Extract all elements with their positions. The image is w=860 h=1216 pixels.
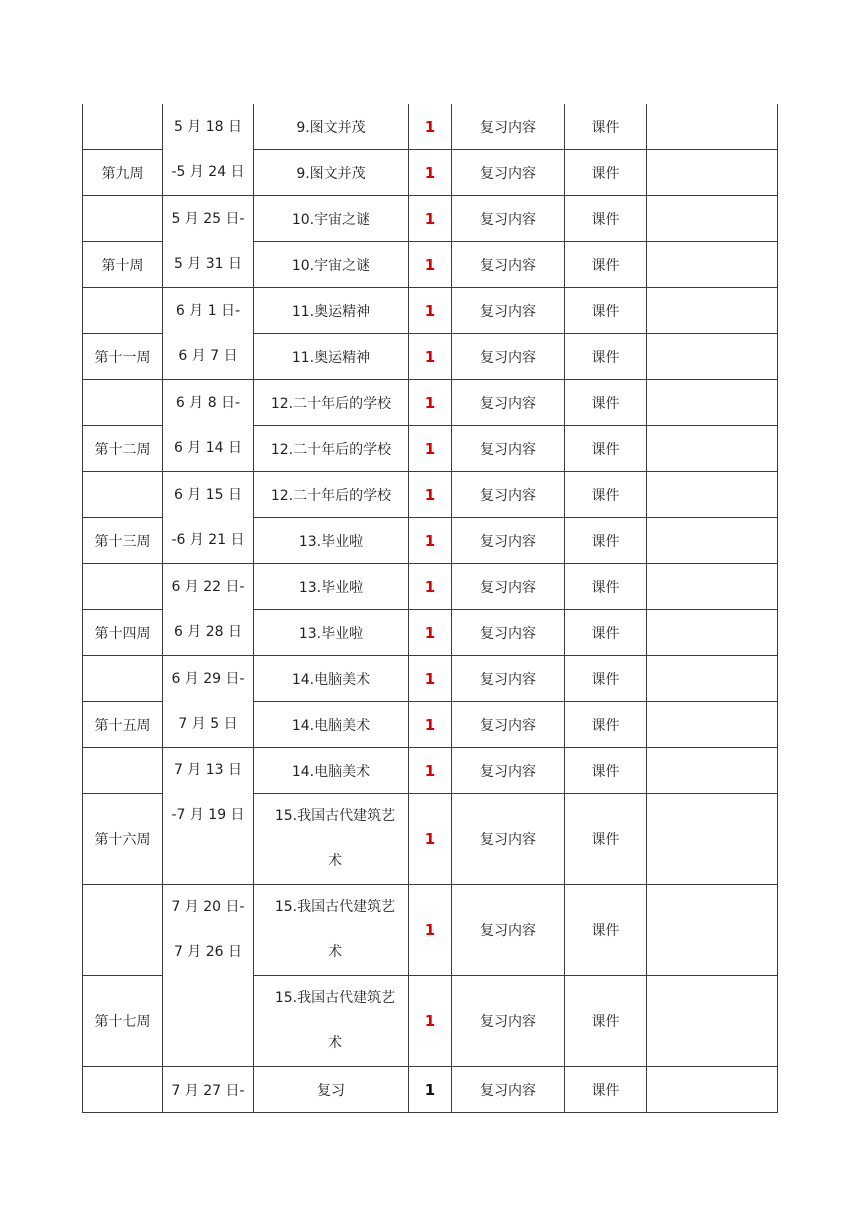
date-line: 5 月 31 日 — [173, 255, 243, 272]
week-cell-empty — [83, 656, 163, 702]
week-cell-empty — [83, 288, 163, 334]
content-cell: 复习内容 — [452, 518, 565, 564]
content-cell: 复习内容 — [452, 242, 565, 288]
note-cell — [647, 472, 778, 518]
note-cell — [647, 380, 778, 426]
form-cell: 课件 — [565, 104, 647, 150]
note-cell — [647, 426, 778, 472]
week-cell-empty — [83, 472, 163, 518]
week-cell-empty — [83, 196, 163, 242]
note-cell — [647, 702, 778, 748]
week-cell-empty — [83, 104, 163, 150]
hours-cell: 1 — [409, 885, 452, 976]
date-line: 7 月 13 日 — [173, 762, 243, 778]
lesson-cell — [254, 794, 409, 885]
date-cell — [163, 472, 254, 564]
week-cell-empty — [83, 1067, 163, 1113]
date-line: 6 月 14 日 — [173, 439, 243, 456]
table-row — [83, 196, 778, 242]
week-cell: 第九周 — [83, 150, 163, 196]
content-cell: 复习内容 — [452, 472, 565, 518]
hours-cell: 1 — [409, 702, 452, 748]
table-row — [83, 656, 778, 702]
hours-cell: 1 — [409, 656, 452, 702]
form-cell: 课件 — [565, 702, 647, 748]
date-cell: 7 月 27 日- — [163, 1067, 254, 1113]
table-row — [83, 380, 778, 426]
hours-cell: 1 — [409, 976, 452, 1067]
date-line: 6 月 1 日- — [175, 302, 241, 319]
hours-cell: 1 — [409, 794, 452, 885]
week-cell: 第十周 — [83, 242, 163, 288]
week-cell-empty — [83, 564, 163, 610]
form-cell: 课件 — [565, 976, 647, 1067]
date-cell — [163, 104, 254, 196]
table-row — [83, 288, 778, 334]
form-cell: 课件 — [565, 150, 647, 196]
week-cell-empty — [83, 885, 163, 976]
lesson-line: 15.我国古代建筑艺 — [274, 808, 396, 824]
date-line: 5 月 25 日- — [171, 210, 245, 227]
lesson-line: 术 — [328, 944, 342, 960]
week-cell: 第十七周 — [83, 976, 163, 1067]
week-cell: 第十六周 — [83, 794, 163, 885]
hours-cell: 1 — [409, 380, 452, 426]
lesson-line: 15.我国古代建筑艺 — [274, 899, 396, 915]
content-cell: 复习内容 — [452, 1067, 565, 1113]
form-cell: 课件 — [565, 748, 647, 794]
note-cell — [647, 288, 778, 334]
note-cell — [647, 196, 778, 242]
form-cell: 课件 — [565, 196, 647, 242]
form-cell: 课件 — [565, 242, 647, 288]
content-cell: 复习内容 — [452, 748, 565, 794]
lesson-cell: 12.二十年后的学校 — [254, 472, 409, 518]
content-cell: 复习内容 — [452, 380, 565, 426]
form-cell: 课件 — [565, 472, 647, 518]
content-cell: 复习内容 — [452, 885, 565, 976]
week-cell: 第十二周 — [83, 426, 163, 472]
note-cell — [647, 794, 778, 885]
hours-cell: 1 — [409, 518, 452, 564]
week-cell: 第十五周 — [83, 702, 163, 748]
lesson-cell — [254, 885, 409, 976]
content-cell: 复习内容 — [452, 288, 565, 334]
table-row — [83, 564, 778, 610]
date-line: 6 月 7 日 — [178, 347, 238, 364]
form-cell: 课件 — [565, 885, 647, 976]
date-line: 6 月 29 日- — [171, 670, 245, 687]
content-cell: 复习内容 — [452, 150, 565, 196]
hours-cell: 1 — [409, 610, 452, 656]
week-cell-empty — [83, 380, 163, 426]
date-cell — [163, 196, 254, 288]
note-cell — [647, 564, 778, 610]
date-line: 6 月 22 日- — [171, 578, 245, 595]
lesson-cell: 9.图文并茂 — [254, 150, 409, 196]
lesson-line: 术 — [328, 1035, 342, 1051]
hours-cell: 1 — [409, 1067, 452, 1113]
lesson-cell: 14.电脑美术 — [254, 702, 409, 748]
content-cell: 复习内容 — [452, 976, 565, 1067]
table-row — [83, 748, 778, 794]
form-cell: 课件 — [565, 564, 647, 610]
form-cell: 课件 — [565, 656, 647, 702]
hours-cell: 1 — [409, 242, 452, 288]
form-cell: 课件 — [565, 380, 647, 426]
date-cell — [163, 748, 254, 885]
lesson-cell: 11.奥运精神 — [254, 334, 409, 380]
hours-cell: 1 — [409, 334, 452, 380]
date-cell — [163, 656, 254, 748]
content-cell: 复习内容 — [452, 794, 565, 885]
note-cell — [647, 976, 778, 1067]
lesson-cell: 10.宇宙之谜 — [254, 196, 409, 242]
form-cell: 课件 — [565, 610, 647, 656]
hours-cell: 1 — [409, 426, 452, 472]
content-cell: 复习内容 — [452, 656, 565, 702]
date-cell — [163, 564, 254, 656]
hours-cell: 1 — [409, 748, 452, 794]
lesson-line: 15.我国古代建筑艺 — [274, 990, 396, 1006]
schedule-table — [82, 104, 778, 1113]
content-cell: 复习内容 — [452, 564, 565, 610]
date-line: 6 月 8 日- — [175, 394, 241, 411]
content-cell: 复习内容 — [452, 104, 565, 150]
date-line: 7 月 5 日 — [178, 715, 238, 732]
form-cell: 课件 — [565, 518, 647, 564]
form-cell: 课件 — [565, 426, 647, 472]
note-cell — [647, 242, 778, 288]
note-cell — [647, 1067, 778, 1113]
form-cell: 课件 — [565, 334, 647, 380]
content-cell: 复习内容 — [452, 610, 565, 656]
note-cell — [647, 150, 778, 196]
content-cell: 复习内容 — [452, 702, 565, 748]
table-row — [83, 885, 778, 976]
hours-cell: 1 — [409, 288, 452, 334]
date-line: 7 月 20 日- — [171, 899, 245, 915]
date-line: 7 月 26 日 — [173, 944, 243, 960]
lesson-cell: 13.毕业啦 — [254, 564, 409, 610]
lesson-cell: 复习 — [254, 1067, 409, 1113]
date-line: -6 月 21 日 — [171, 531, 245, 548]
date-cell — [163, 885, 254, 1067]
lesson-cell — [254, 976, 409, 1067]
hours-cell: 1 — [409, 564, 452, 610]
lesson-line: 术 — [328, 853, 342, 869]
date-line: -7 月 19 日 — [171, 807, 245, 823]
lesson-cell: 14.电脑美术 — [254, 656, 409, 702]
note-cell — [647, 656, 778, 702]
date-cell — [163, 288, 254, 380]
content-cell: 复习内容 — [452, 334, 565, 380]
table-row — [83, 1067, 778, 1113]
lesson-cell: 13.毕业啦 — [254, 518, 409, 564]
note-cell — [647, 104, 778, 150]
hours-cell: 1 — [409, 472, 452, 518]
hours-cell: 1 — [409, 104, 452, 150]
date-line: 6 月 28 日 — [173, 623, 243, 640]
lesson-cell: 9.图文并茂 — [254, 104, 409, 150]
form-cell: 课件 — [565, 288, 647, 334]
content-cell: 复习内容 — [452, 426, 565, 472]
lesson-cell: 12.二十年后的学校 — [254, 380, 409, 426]
note-cell — [647, 334, 778, 380]
lesson-cell: 14.电脑美术 — [254, 748, 409, 794]
week-cell: 第十一周 — [83, 334, 163, 380]
date-line: -5 月 24 日 — [171, 163, 245, 180]
note-cell — [647, 610, 778, 656]
week-cell: 第十四周 — [83, 610, 163, 656]
week-cell-empty — [83, 748, 163, 794]
date-line: 6 月 15 日 — [173, 486, 243, 503]
hours-cell: 1 — [409, 196, 452, 242]
hours-cell: 1 — [409, 150, 452, 196]
lesson-cell: 11.奥运精神 — [254, 288, 409, 334]
date-cell — [163, 380, 254, 472]
form-cell: 课件 — [565, 1067, 647, 1113]
note-cell — [647, 518, 778, 564]
content-cell: 复习内容 — [452, 196, 565, 242]
note-cell — [647, 748, 778, 794]
week-cell: 第十三周 — [83, 518, 163, 564]
form-cell: 课件 — [565, 794, 647, 885]
note-cell — [647, 885, 778, 976]
table-row — [83, 472, 778, 518]
lesson-cell: 12.二十年后的学校 — [254, 426, 409, 472]
date-line: 5 月 18 日 — [173, 118, 243, 135]
table-row — [83, 104, 778, 150]
lesson-cell: 10.宇宙之谜 — [254, 242, 409, 288]
lesson-cell: 13.毕业啦 — [254, 610, 409, 656]
